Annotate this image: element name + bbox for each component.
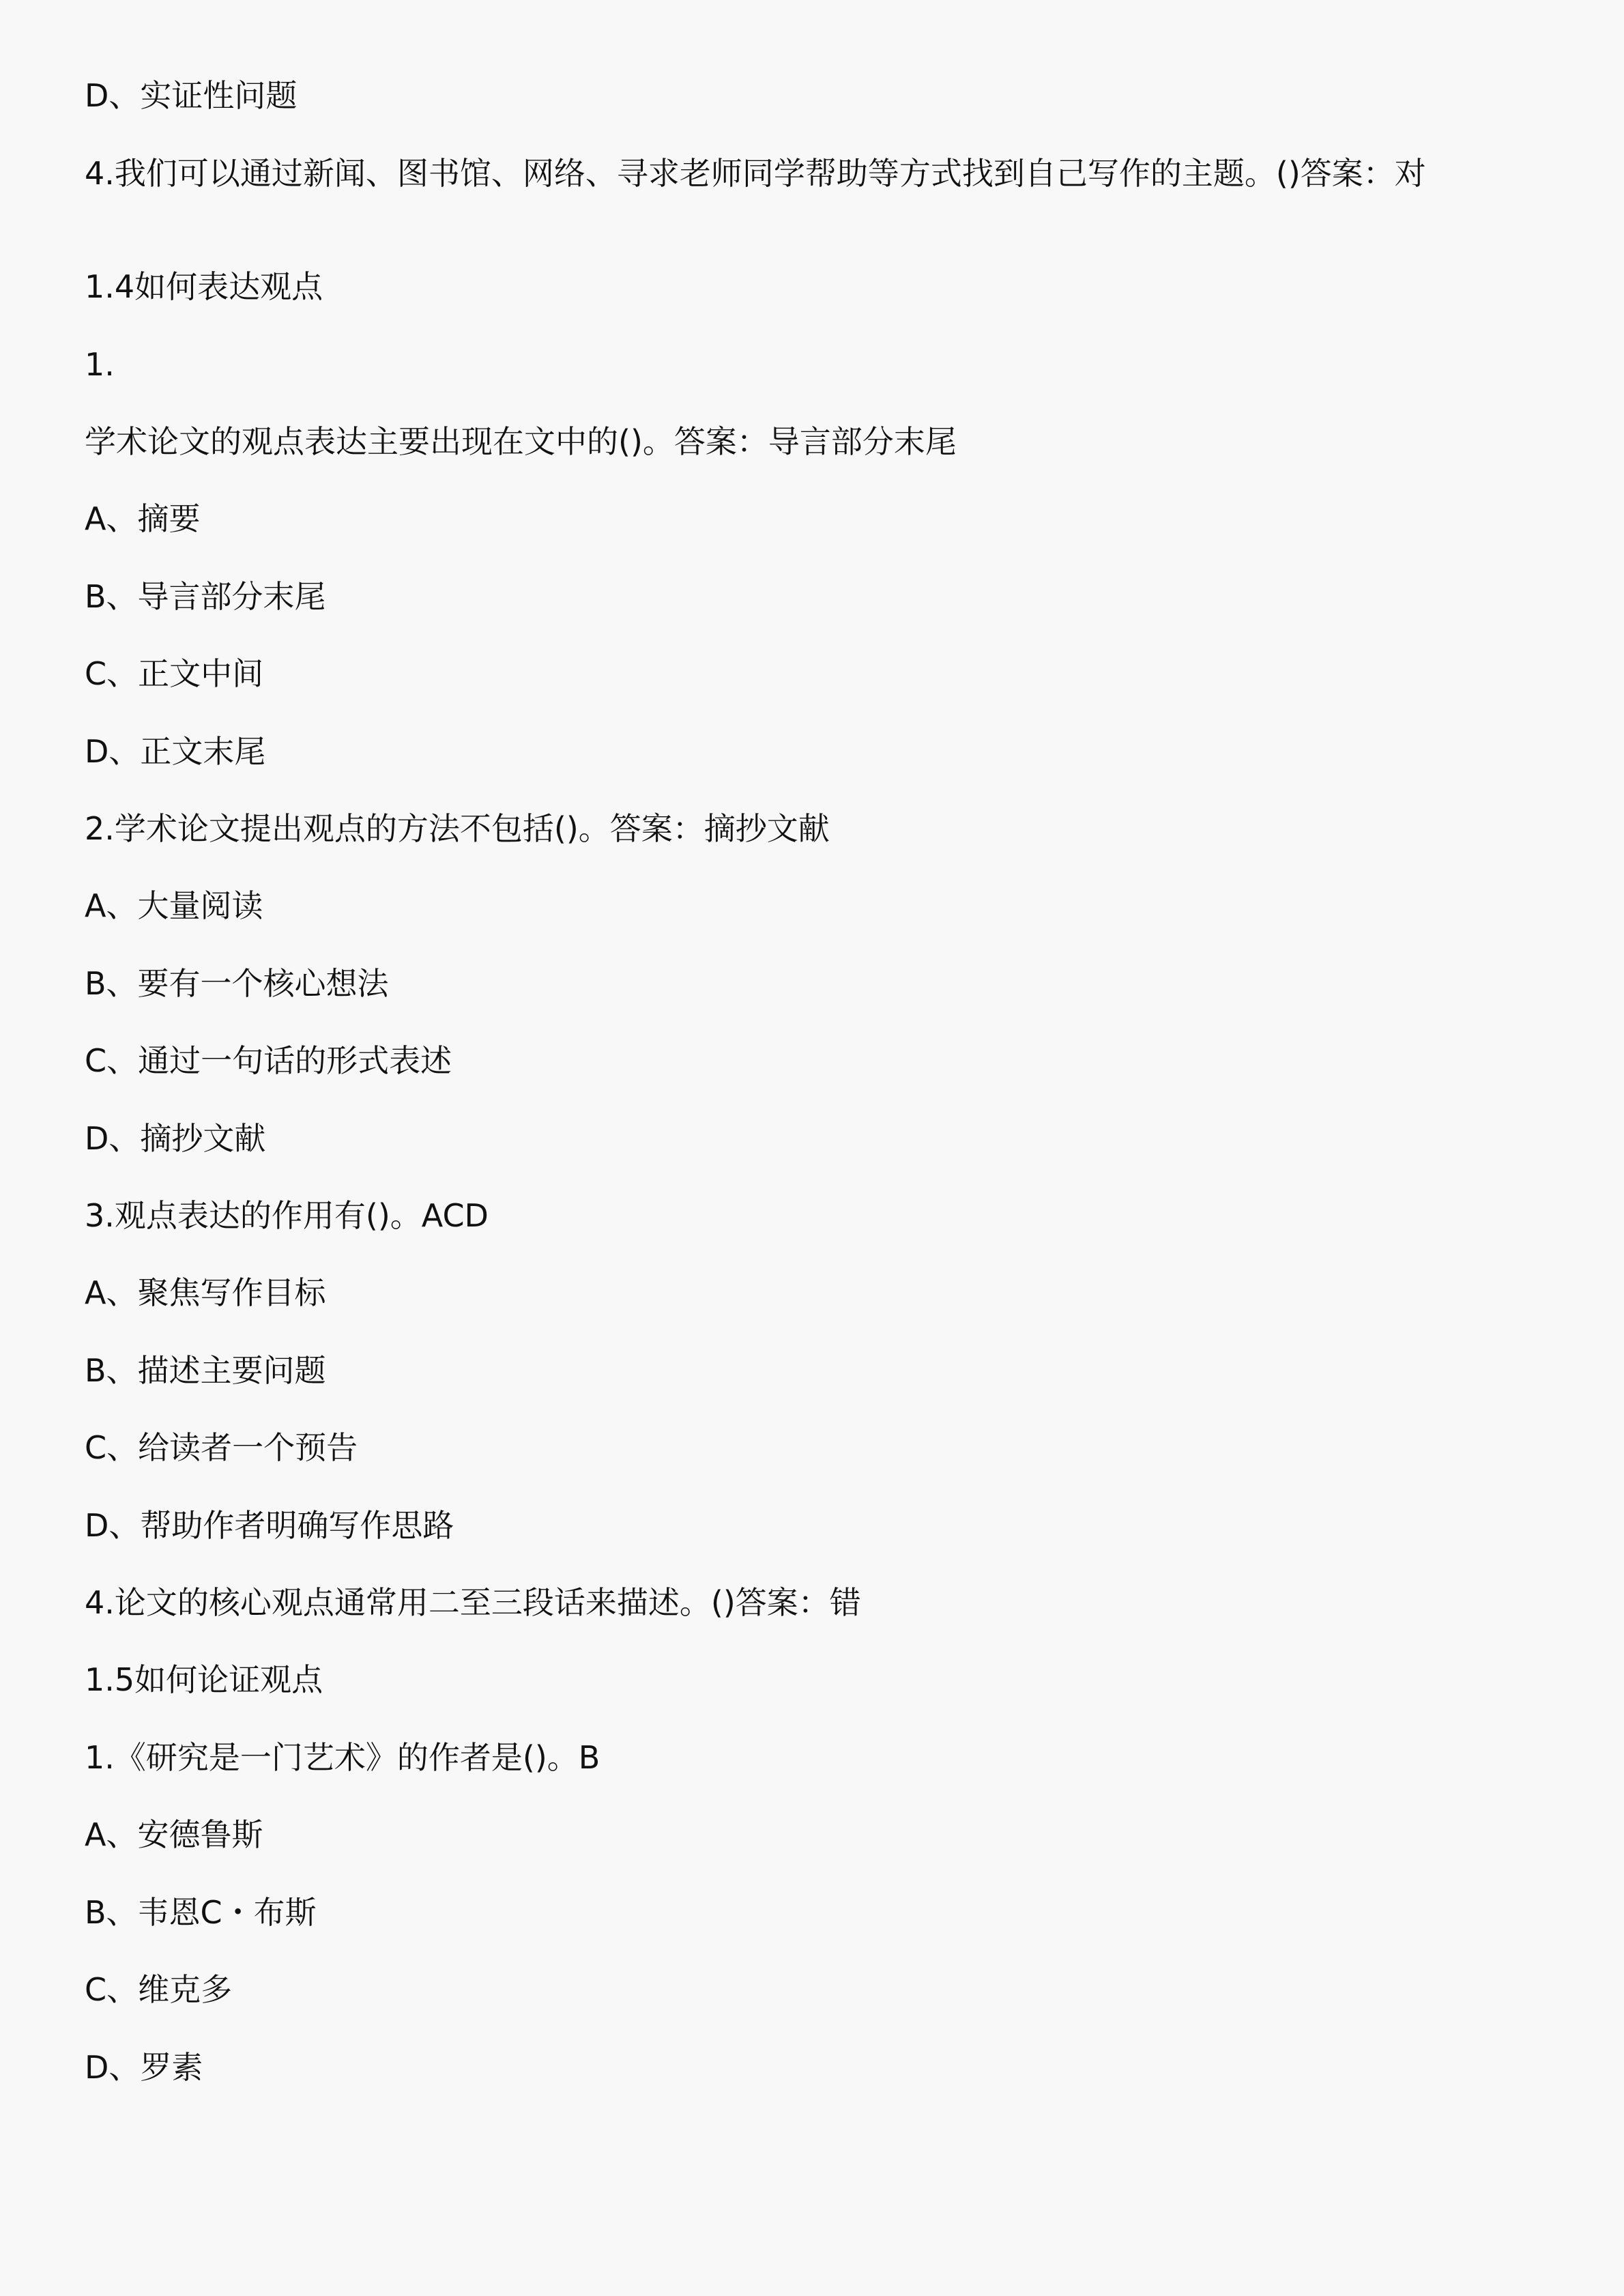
question-1-text: 学术论文的观点表达主要出现在文中的()。答案：导言部分末尾 — [85, 423, 957, 460]
option-d-text: D、帮助作者明确写作思路 — [85, 1507, 454, 1544]
section-heading-1-4: 1.4如何表达观点 — [85, 268, 323, 305]
option-c-text: C、给读者一个预告 — [85, 1429, 358, 1466]
option-a-text: A、摘要 — [85, 500, 201, 537]
option-a-text: A、聚焦写作目标 — [85, 1274, 326, 1311]
option-c-text: C、正文中间 — [85, 655, 264, 692]
question-2-text: 2.学术论文提出观点的方法不包括()。答案：摘抄文献 — [85, 810, 830, 847]
question-number-1: 1. — [85, 346, 115, 383]
option-b-text: B、韦恩C・布斯 — [85, 1894, 317, 1931]
option-d-text: D、实证性问题 — [85, 77, 298, 114]
option-a-text: A、大量阅读 — [85, 887, 263, 924]
option-d-text: D、正文末尾 — [85, 733, 266, 770]
option-a-text: A、安德鲁斯 — [85, 1816, 263, 1853]
option-b-text: B、要有一个核心想法 — [85, 965, 389, 1002]
question-3-text: 3.观点表达的作用有()。ACD — [85, 1197, 489, 1234]
option-b-text: B、描述主要问题 — [85, 1352, 326, 1389]
question-1-text: 1.《研究是一门艺术》的作者是()。B — [85, 1739, 600, 1776]
option-c-text: C、通过一句话的形式表述 — [85, 1042, 452, 1079]
question-4-text: 4.论文的核心观点通常用二至三段话来描述。()答案：错 — [85, 1584, 861, 1621]
section-heading-1-5: 1.5如何论证观点 — [85, 1661, 323, 1698]
option-d-text: D、罗素 — [85, 2049, 203, 2086]
question-4-text: 4.我们可以通过新闻、图书馆、网络、寻求老师同学帮助等方式找到自己写作的主题。()答案：对 — [85, 155, 1426, 192]
option-c-text: C、维克多 — [85, 1971, 233, 2008]
option-d-text: D、摘抄文献 — [85, 1120, 266, 1157]
option-b-text: B、导言部分末尾 — [85, 578, 326, 615]
